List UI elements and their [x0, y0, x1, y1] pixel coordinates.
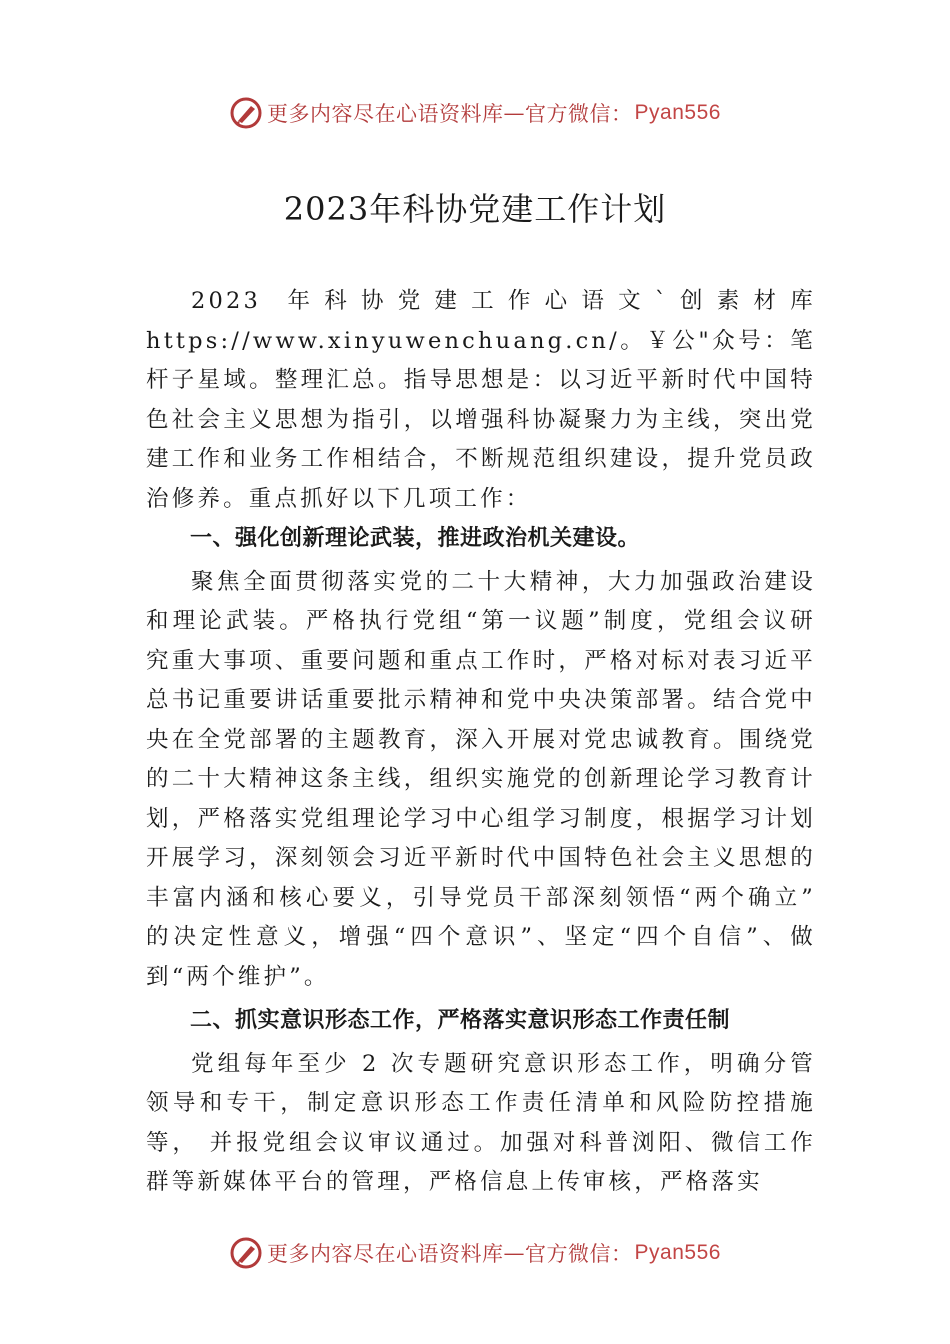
- banner-wechat-id: Pyan556: [634, 101, 721, 124]
- intro-paragraph: 2023 年 科 协 党 建 工 作 心 语 文 ` 创 素 材 库 https://www.xinyuwenchuang.cn/。￥公"众号：笔杆子星域。整理汇总。指导思想是：以习近平新时代中国特色社会主义思想为指引，以增强科协凝聚力为主线，突出党建工作和业务工作相结合，不断规范组织建设，提升党员政治修养。重点抓好以下几项工作：: [146, 288, 816, 512]
- banner-text: 更多内容尽在心语资料库: [267, 1242, 504, 1266]
- banner-wechat-label: 官方微信：: [525, 102, 633, 126]
- pen-logo-icon: [229, 1236, 263, 1270]
- section-1-paragraph: 聚焦全面贯彻落实党的二十大精神，大力加强政治建设和理论武装。严格执行党组“第一议题”制度，党组会议研究重大事项、重要问题和重点工作时，严格对标对表习近平总书记重要讲话重要批示精神和党中央决策部署。结合党中央在全党部署的主题教育，深入开展对党忠诚教育。围绕党的二十大精神这条主线，组织实施党的创新理论学习教育计划，严格落实党组理论学习中心组学习制度，根据学习计划开展学习，深刻领会习近平新时代中国特色社会主义思想的丰富内涵和核心要义，引导党员干部深刻领悟“两个确立” 的决定性意义，增强“四个意识”、坚定“四个自信”、做到“两个维护”。: [146, 568, 816, 990]
- section-2-heading: 二、抓实意识形态工作，严格落实意识形态工作责任制: [190, 1008, 731, 1033]
- banner-wechat-label: 官方微信：: [525, 1242, 633, 1266]
- footer-banner: [0, 1236, 950, 1270]
- banner-wechat-id: Pyan556: [634, 1241, 721, 1264]
- banner-separator: —: [503, 101, 526, 125]
- pen-logo-icon: [229, 96, 263, 130]
- section-2-paragraph: 党组每年至少 2 次专题研究意识形态工作，明确分管领导和专干，制定意识形态工作责任清单和风险防控措施等， 并报党组会议审议通过。加强对科普浏阳、微信工作群等新媒体平台的管理，严格信息上传审核，严格落实: [146, 1050, 816, 1195]
- banner-text: 更多内容尽在心语资料库: [267, 102, 504, 126]
- banner-separator: —: [503, 1241, 526, 1265]
- header-banner: [0, 96, 950, 130]
- page-title: 2023年科协党建工作计划: [283, 190, 667, 228]
- document-body: [146, 282, 816, 1203]
- section-1-heading: 一、强化创新理论武装，推进政治机关建设。: [190, 526, 641, 551]
